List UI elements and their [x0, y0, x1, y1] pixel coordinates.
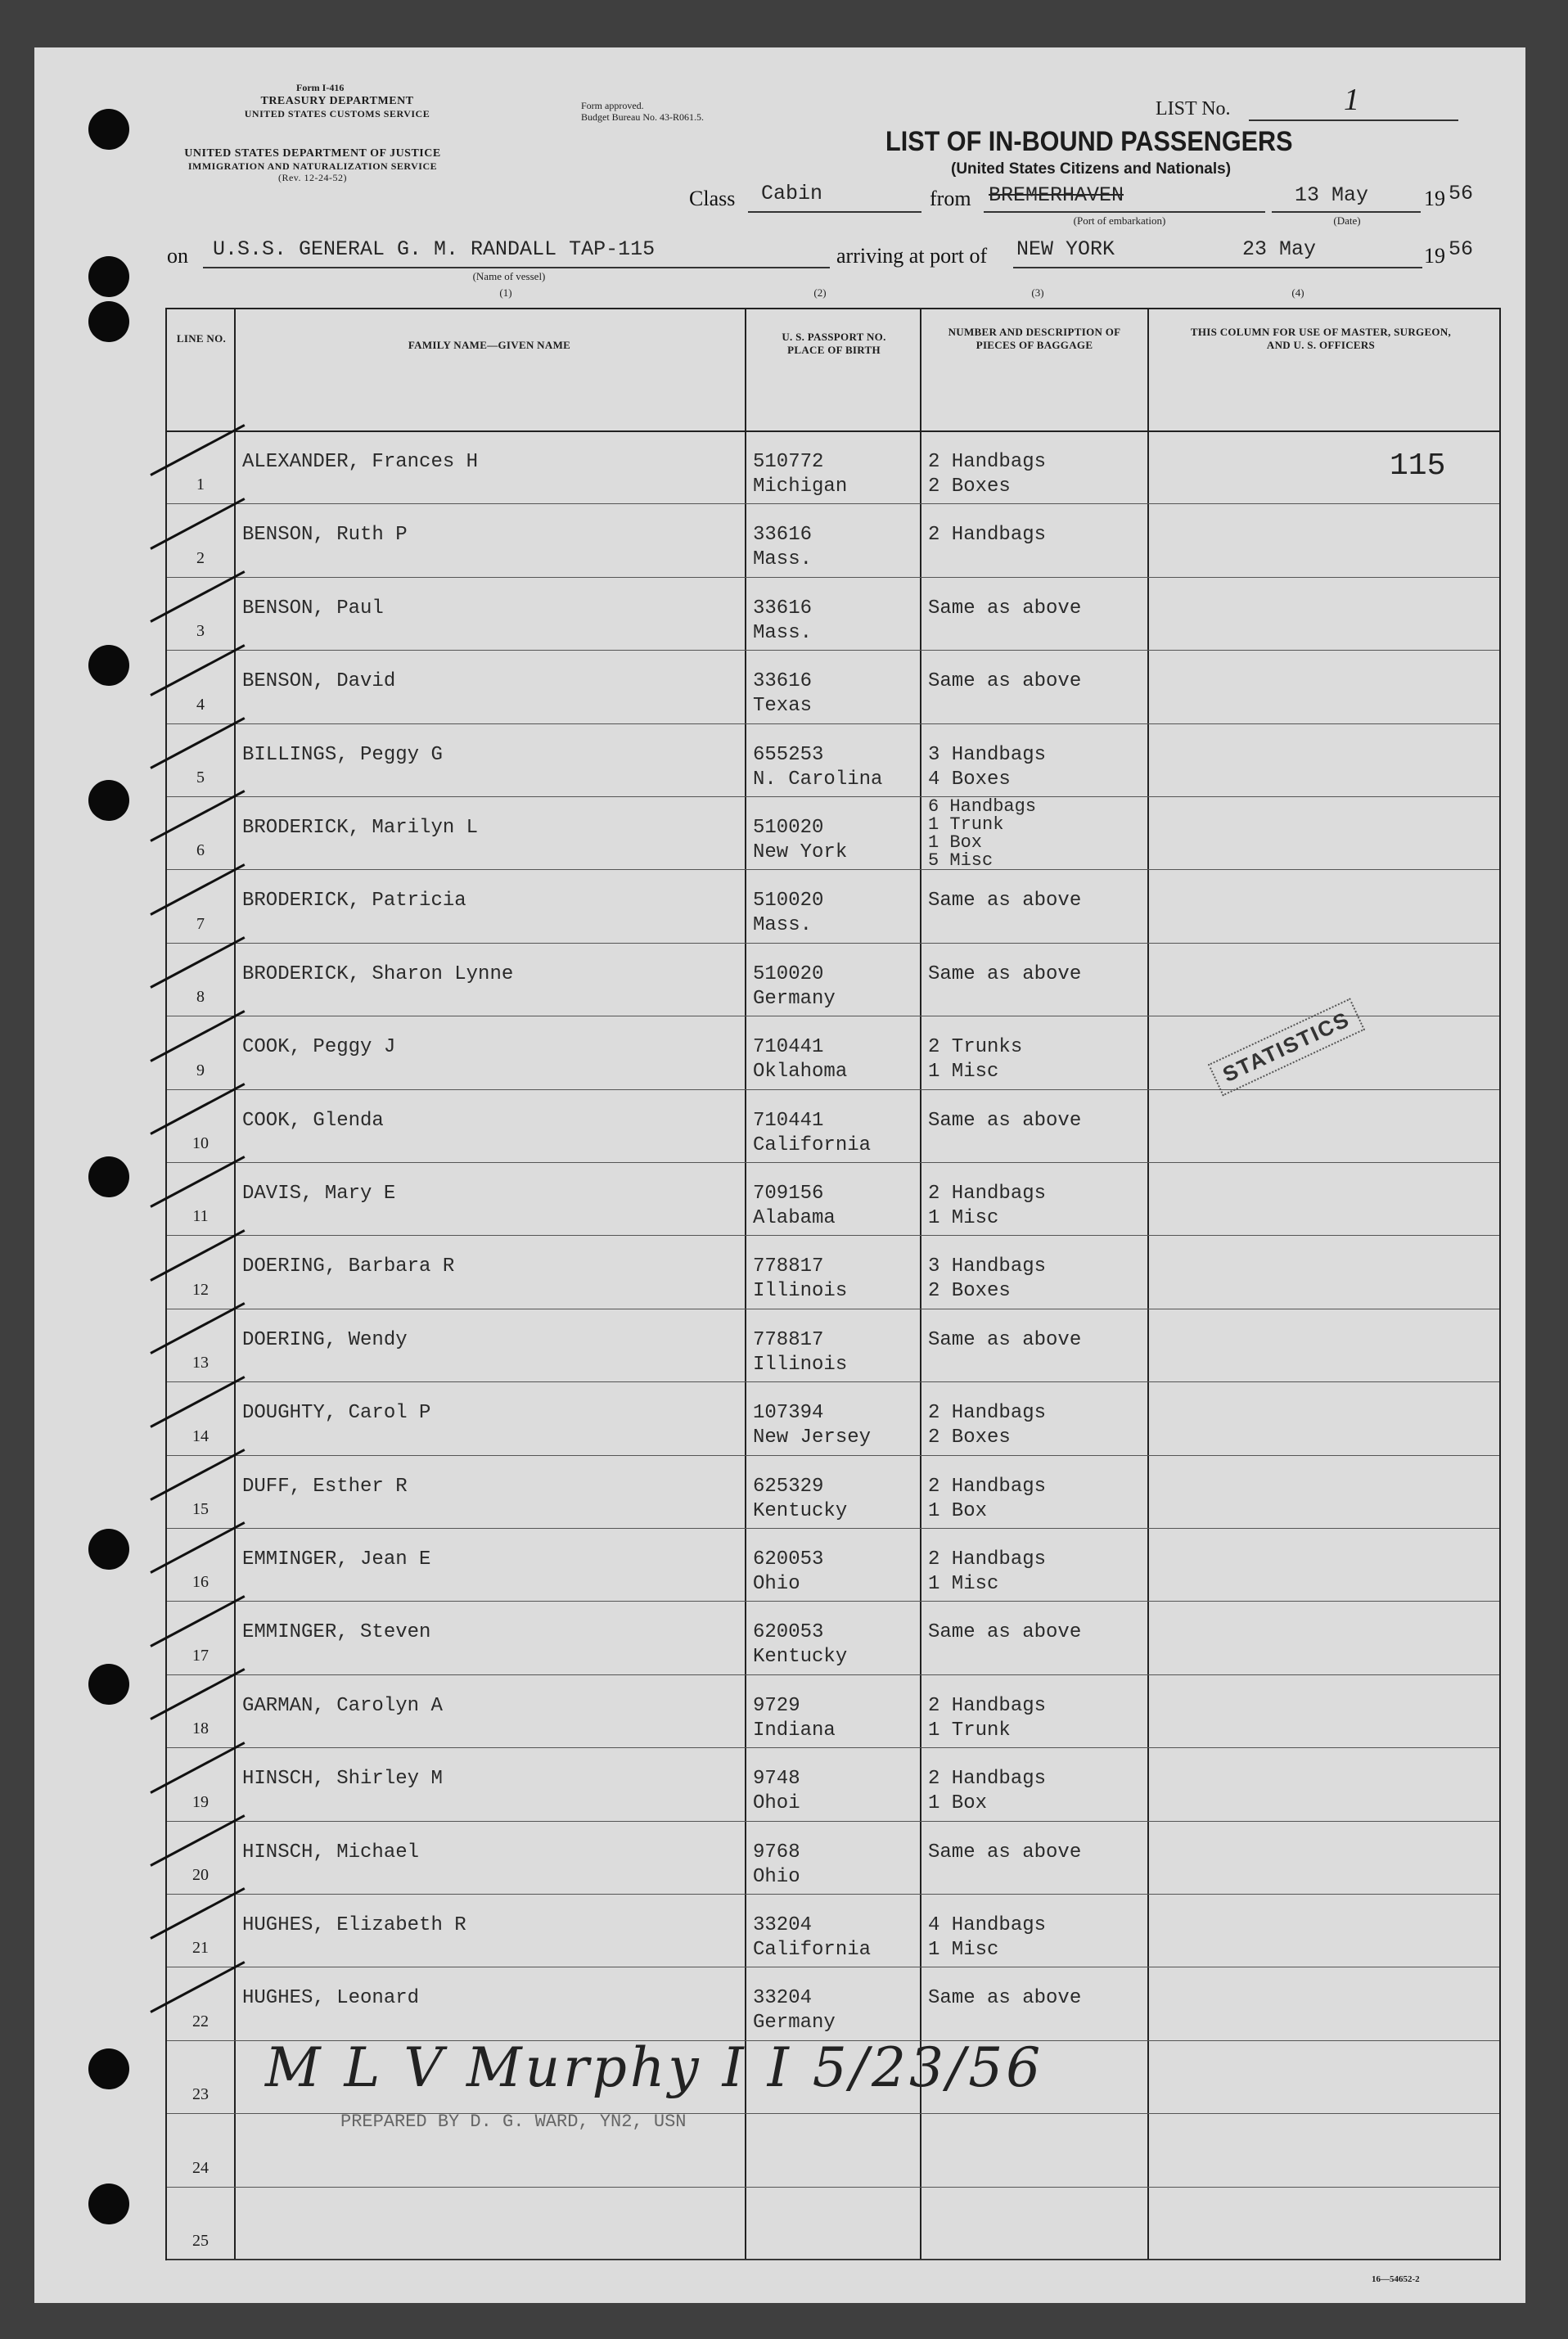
list-no-line	[1249, 119, 1458, 121]
baggage-item: 2 Handbags	[928, 1475, 1047, 1498]
passenger-name: COOK, Glenda	[242, 1109, 384, 1132]
signature: M L V Murphy I I 5/23/56	[265, 2036, 1044, 2099]
check-mark	[150, 1888, 245, 1940]
ins-label: IMMIGRATION AND NATURALIZATION SERVICE	[187, 160, 438, 172]
check-mark	[150, 1814, 245, 1867]
check-mark	[150, 936, 245, 989]
col-num-4: (4)	[1291, 286, 1304, 299]
check-mark	[150, 425, 245, 477]
treasury-label: TREASURY DEPARTMENT	[260, 95, 414, 107]
line-number: 10	[192, 1134, 209, 1152]
passport-number: 710441	[753, 1109, 824, 1132]
passenger-name: BENSON, David	[242, 670, 396, 693]
check-mark	[150, 1668, 245, 1720]
page-title: LIST OF IN-BOUND PASSENGERS	[885, 126, 1293, 157]
baggage-item: 2 Handbags	[928, 1402, 1047, 1425]
baggage-item: 1 Misc	[928, 1939, 999, 1961]
place-of-birth: Oklahoma	[753, 1061, 848, 1084]
place-of-birth: Ohio	[753, 1573, 800, 1595]
line-number: 11	[192, 1207, 209, 1226]
passenger-name: EMMINGER, Jean E	[242, 1548, 431, 1571]
line-number: 1	[196, 475, 205, 494]
row-divider	[167, 943, 1499, 944]
row-divider	[167, 796, 1499, 797]
passenger-name: BRODERICK, Marilyn L	[242, 817, 479, 839]
line-number: 5	[196, 768, 205, 786]
passenger-name: BENSON, Ruth P	[242, 524, 408, 547]
passenger-name: ALEXANDER, Frances H	[242, 451, 479, 473]
row-divider	[167, 650, 1499, 651]
passport-number: 9768	[753, 1841, 800, 1864]
baggage-item: 3 Handbags	[928, 743, 1047, 766]
passport-number: 107394	[753, 1402, 824, 1425]
baggage-item: 2 Handbags	[928, 1694, 1047, 1717]
binder-hole	[88, 301, 129, 342]
passenger-name: BRODERICK, Sharon Lynne	[242, 962, 514, 985]
baggage-item: 5 Misc	[928, 850, 994, 871]
place-of-birth: Ohio	[753, 1865, 800, 1888]
binder-hole	[88, 645, 129, 686]
passport-number: 33204	[753, 1987, 813, 2010]
from-line	[984, 211, 1265, 213]
check-mark	[150, 1010, 245, 1062]
check-mark	[150, 1742, 245, 1794]
passport-number: 9729	[753, 1694, 800, 1717]
row-divider	[167, 1894, 1499, 1895]
place-of-birth: Ohoi	[753, 1792, 800, 1815]
passenger-name: HINSCH, Michael	[242, 1841, 420, 1864]
baggage-item: 1 Trunk	[928, 814, 1004, 835]
list-no-label: LIST No.	[1156, 98, 1231, 119]
baggage-item: 1 Trunk	[928, 1719, 1011, 1742]
vessel-line	[203, 267, 830, 268]
baggage-item: 3 Handbags	[928, 1255, 1047, 1278]
binder-hole	[88, 780, 129, 821]
check-mark	[150, 1302, 245, 1354]
passenger-name: BILLINGS, Peggy G	[242, 743, 443, 766]
check-mark	[150, 1595, 245, 1647]
passenger-name: HUGHES, Leonard	[242, 1987, 420, 2010]
baggage-item: 2 Handbags	[928, 451, 1047, 473]
row-divider	[167, 1162, 1499, 1163]
binder-hole	[88, 1664, 129, 1705]
passenger-name: BRODERICK, Patricia	[242, 890, 466, 913]
passenger-name: GARMAN, Carolyn A	[242, 1694, 443, 1717]
line-number: 15	[192, 1500, 209, 1518]
place-of-birth: Germany	[753, 2012, 836, 2035]
check-mark	[150, 498, 245, 550]
vessel-caption: (Name of vessel)	[472, 270, 546, 282]
line-number: 21	[192, 1939, 209, 1958]
year1-value: 56	[1449, 182, 1474, 205]
place-of-birth: California	[753, 1133, 872, 1156]
check-mark	[150, 717, 245, 769]
place-of-birth: Alabama	[753, 1207, 836, 1229]
year2-prefix: 19	[1424, 244, 1445, 268]
row-divider	[167, 1821, 1499, 1822]
justice-label: UNITED STATES DEPARTMENT OF JUSTICE	[184, 147, 441, 160]
passenger-name: COOK, Peggy J	[242, 1036, 396, 1059]
passenger-name: EMMINGER, Steven	[242, 1621, 431, 1644]
baggage-item: Same as above	[928, 1328, 1082, 1351]
binder-hole	[88, 2184, 129, 2224]
on-label: on	[167, 244, 188, 268]
line-number: 2	[196, 548, 205, 567]
place-of-birth: Illinois	[753, 1280, 848, 1303]
baggage-item: 2 Handbags	[928, 1183, 1047, 1205]
place-of-birth: N. Carolina	[753, 768, 883, 791]
baggage-item: 4 Boxes	[928, 768, 1011, 791]
row-divider	[167, 723, 1499, 724]
baggage-item: Same as above	[928, 890, 1082, 913]
baggage-item: 2 Boxes	[928, 475, 1011, 498]
check-mark	[150, 1961, 245, 2013]
baggage-item: 1 Box	[928, 1499, 988, 1522]
check-mark	[150, 1376, 245, 1428]
passenger-name: HINSCH, Shirley M	[242, 1768, 443, 1791]
passenger-table	[165, 308, 1501, 2260]
row-divider	[167, 1747, 1499, 1748]
passport-number: 709156	[753, 1183, 824, 1205]
passport-number: 710441	[753, 1036, 824, 1059]
row-divider	[167, 1381, 1499, 1382]
col-num-3: (3)	[1031, 286, 1044, 299]
passenger-name: DAVIS, Mary E	[242, 1183, 396, 1205]
passenger-name: DUFF, Esther R	[242, 1475, 408, 1498]
baggage-item: Same as above	[928, 670, 1082, 693]
baggage-item: Same as above	[928, 597, 1082, 620]
place-of-birth: Mass.	[753, 621, 813, 644]
check-mark	[150, 1449, 245, 1501]
place-of-birth: Illinois	[753, 1353, 848, 1376]
class-label: Class	[689, 187, 736, 210]
line-number: 13	[192, 1354, 209, 1372]
row-divider	[167, 1674, 1499, 1675]
place-of-birth: Michigan	[753, 475, 848, 498]
baggage-item: 1 Misc	[928, 1061, 999, 1084]
passport-number: 655253	[753, 743, 824, 766]
date2-value: 23 May	[1242, 237, 1317, 261]
place-of-birth: Germany	[753, 987, 836, 1010]
baggage-item: 4 Handbags	[928, 1914, 1047, 1936]
check-mark	[150, 1156, 245, 1209]
col-num-1: (1)	[499, 286, 512, 299]
row-divider	[167, 503, 1499, 504]
passport-number: 33204	[753, 1914, 813, 1936]
binder-hole	[88, 1529, 129, 1570]
place-of-birth: Kentucky	[753, 1499, 848, 1522]
binder-hole	[88, 109, 129, 150]
line-number: 3	[196, 622, 205, 641]
header-name: FAMILY NAME—GIVEN NAME	[408, 339, 571, 351]
passport-number: 33616	[753, 524, 813, 547]
place-of-birth: Mass.	[753, 914, 813, 937]
vessel-value: U.S.S. GENERAL G. M. RANDALL TAP-115	[213, 237, 656, 261]
line-number: 12	[192, 1280, 209, 1299]
passport-number: 625329	[753, 1475, 824, 1498]
line-number: 24	[192, 2158, 209, 2177]
place-of-birth: California	[753, 1939, 872, 1961]
passport-number: 33616	[753, 670, 813, 693]
place-of-birth: New York	[753, 841, 848, 863]
header-passport: U. S. PASSPORT NO. PLACE OF BIRTH	[782, 331, 886, 356]
row-divider	[167, 1089, 1499, 1090]
passenger-name: DOERING, Barbara R	[242, 1255, 455, 1278]
year2-value: 56	[1449, 237, 1474, 261]
place-of-birth: Mass.	[753, 548, 813, 571]
baggage-item: 2 Boxes	[928, 1280, 1011, 1303]
baggage-item: 2 Trunks	[928, 1036, 1023, 1059]
baggage-item: 1 Box	[928, 1792, 988, 1815]
arrival-port: NEW YORK	[1016, 237, 1115, 261]
row-divider	[167, 577, 1499, 578]
row-divider	[167, 2187, 1499, 2188]
baggage-item: 1 Misc	[928, 1573, 999, 1595]
line-number: 23	[192, 2085, 209, 2104]
list-no-value: 1	[1344, 83, 1359, 117]
place-of-birth: Kentucky	[753, 1646, 848, 1669]
passenger-name: BENSON, Paul	[242, 597, 384, 620]
budget-bureau: Budget Bureau No. 43-R061.5.	[581, 111, 704, 123]
row-divider	[167, 1235, 1499, 1236]
line-number: 8	[196, 988, 205, 1007]
passport-number: 778817	[753, 1255, 824, 1278]
arriving-label: arriving at port of	[836, 244, 988, 268]
passenger-name: DOUGHTY, Carol P	[242, 1402, 431, 1425]
check-mark	[150, 644, 245, 696]
customs-label: UNITED STATES CUSTOMS SERVICE	[244, 108, 430, 119]
passport-number: 510772	[753, 451, 824, 473]
place-of-birth: New Jersey	[753, 1426, 872, 1449]
baggage-item: 6 Handbags	[928, 796, 1037, 817]
row-divider	[167, 1528, 1499, 1529]
baggage-item: Same as above	[928, 962, 1082, 985]
baggage-item: 2 Handbags	[928, 1768, 1047, 1791]
check-mark	[150, 1083, 245, 1135]
class-value: Cabin	[761, 182, 823, 205]
row-divider	[167, 869, 1499, 870]
passport-number: 620053	[753, 1621, 824, 1644]
passport-number: 778817	[753, 1328, 824, 1351]
statistics-stamp: STATISTICS	[1208, 998, 1365, 1096]
passenger-name: DOERING, Wendy	[242, 1328, 408, 1351]
check-mark	[150, 791, 245, 843]
baggage-item: 1 Box	[928, 832, 983, 853]
arrival-line	[1013, 267, 1422, 268]
date-caption: (Date)	[1333, 214, 1361, 227]
line-number: 9	[196, 1061, 205, 1079]
date1-line	[1272, 211, 1421, 213]
header-line-no: LINE NO.	[176, 332, 227, 345]
line-number: 20	[192, 1866, 209, 1884]
passport-number: 510020	[753, 962, 824, 985]
header-baggage: NUMBER AND DESCRIPTION OF PIECES OF BAGGAGE	[948, 326, 1121, 351]
line-number: 4	[196, 695, 205, 714]
passport-number: 620053	[753, 1548, 824, 1571]
baggage-item: Same as above	[928, 1621, 1082, 1644]
date1-value: 13 May	[1295, 183, 1369, 207]
line-number: 25	[192, 2232, 209, 2250]
footer-code: 16—54652-2	[1372, 2274, 1420, 2284]
line-number: 6	[196, 841, 205, 860]
col-num-2: (2)	[813, 286, 827, 299]
check-mark	[150, 1522, 245, 1575]
header-divider	[167, 430, 1499, 432]
passport-number: 9748	[753, 1768, 800, 1791]
baggage-item: 2 Handbags	[928, 524, 1047, 547]
binder-hole	[88, 1156, 129, 1197]
check-mark	[150, 1229, 245, 1282]
year1-prefix: 19	[1424, 187, 1445, 210]
page-subtitle: (United States Citizens and Nationals)	[951, 160, 1232, 178]
prepared-by: PREPARED BY D. G. WARD, YN2, USN	[340, 2111, 687, 2132]
officer-note: 115	[1390, 448, 1446, 484]
line-number: 16	[192, 1573, 209, 1592]
check-mark	[150, 863, 245, 916]
from-label: from	[930, 187, 971, 210]
passport-number: 510020	[753, 817, 824, 839]
header-officers: THIS COLUMN FOR USE OF MASTER, SURGEON, AND U. S. OFFICERS	[1190, 326, 1452, 351]
document-sheet	[34, 47, 1525, 2303]
rev-label: (Rev. 12-24-52)	[277, 172, 348, 183]
place-of-birth: Texas	[753, 695, 813, 718]
from-value: BREMERHAVEN	[989, 183, 1124, 207]
passport-number: 510020	[753, 890, 824, 913]
line-number: 22	[192, 2012, 209, 2030]
baggage-item: Same as above	[928, 1841, 1082, 1864]
form-number: Form I-416	[296, 82, 345, 93]
line-number: 17	[192, 1646, 209, 1665]
line-number: 19	[192, 1792, 209, 1811]
baggage-item: Same as above	[928, 1987, 1082, 2010]
passenger-name: HUGHES, Elizabeth R	[242, 1914, 466, 1936]
row-divider	[167, 1601, 1499, 1602]
passport-number: 33616	[753, 597, 813, 620]
line-number: 14	[192, 1426, 209, 1445]
form-approved: Form approved.	[581, 100, 644, 111]
check-mark	[150, 570, 245, 623]
binder-hole	[88, 256, 129, 297]
line-number: 18	[192, 1719, 209, 1738]
baggage-item: Same as above	[928, 1109, 1082, 1132]
baggage-item: 2 Boxes	[928, 1426, 1011, 1449]
baggage-item: 2 Handbags	[928, 1548, 1047, 1571]
row-divider	[167, 1455, 1499, 1456]
port-caption: (Port of embarkation)	[1073, 214, 1166, 227]
binder-hole	[88, 2048, 129, 2089]
baggage-item: 1 Misc	[928, 1207, 999, 1229]
place-of-birth: Indiana	[753, 1719, 836, 1742]
class-line	[748, 211, 921, 213]
line-number: 7	[196, 914, 205, 933]
